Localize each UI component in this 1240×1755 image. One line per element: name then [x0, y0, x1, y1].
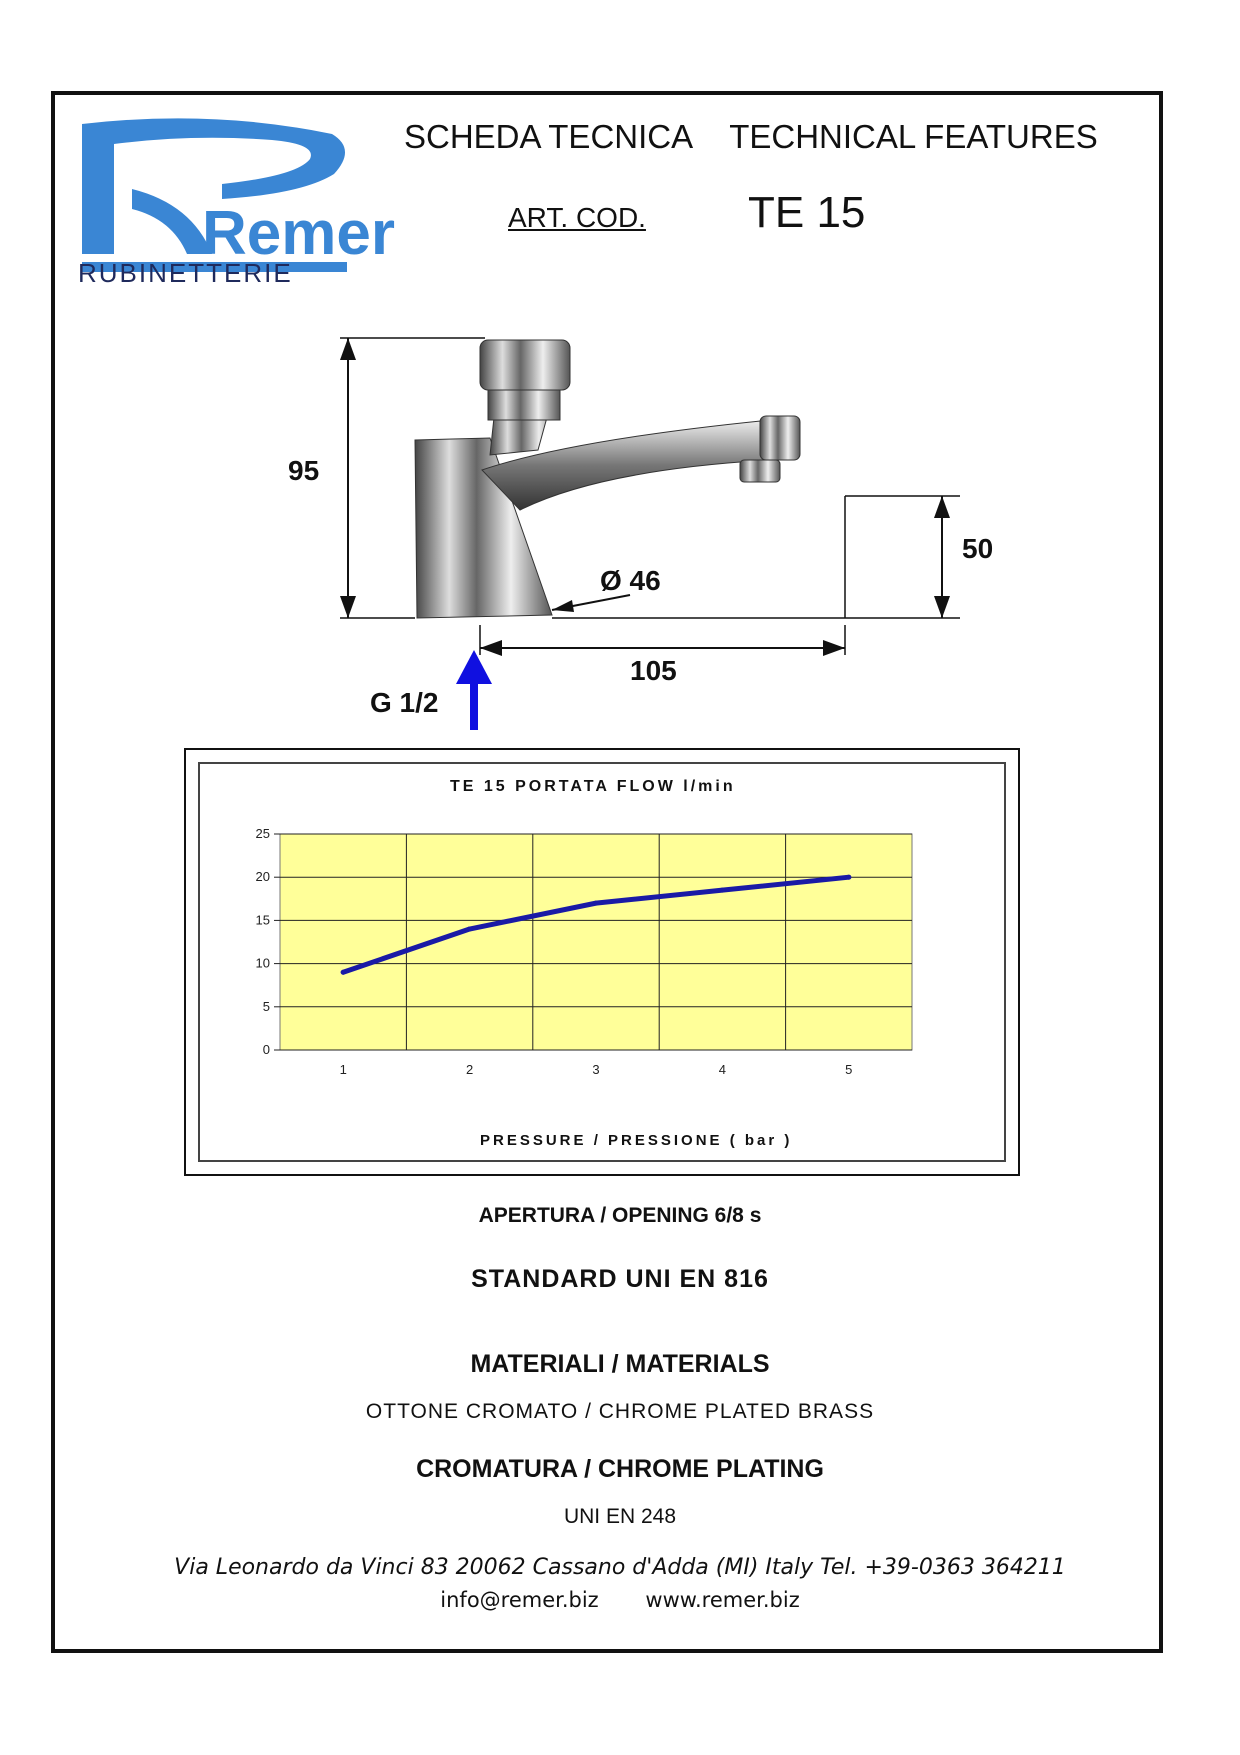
article-code: TE 15: [748, 188, 866, 237]
contact-line: [0, 1588, 1240, 1612]
y-tick-label: 5: [262, 998, 270, 1014]
website-link[interactable]: www.remer.biz: [645, 1588, 800, 1612]
spout-height-dimension: 50: [962, 533, 994, 564]
opening-time: APERTURA / OPENING 6/8 s: [478, 1204, 762, 1227]
inlet-arrow-icon: [456, 650, 492, 684]
title-italian: SCHEDA TECNICA: [404, 118, 694, 155]
length-dimension: 105: [630, 655, 677, 686]
logo-brand-text: Remer: [202, 199, 395, 268]
standard-spec: STANDARD UNI EN 816: [471, 1265, 769, 1293]
plot-area: [280, 834, 912, 1050]
flow-chart: [184, 748, 1020, 1176]
flow-data-point: [594, 901, 599, 906]
y-tick-label: 20: [255, 869, 270, 885]
faucet-drawing: [270, 320, 994, 740]
flow-data-point: [720, 888, 725, 893]
article-code-label: ART. COD.: [508, 202, 646, 233]
diameter-dimension: Ø 46: [600, 565, 661, 596]
chart-title: TE 15 PORTATA FLOW l/min: [450, 778, 736, 795]
document-title: [404, 118, 1098, 156]
x-tick-label: 5: [845, 1062, 853, 1077]
chart-panel: [198, 762, 1006, 1162]
x-tick-label: 3: [592, 1062, 600, 1077]
materials-heading: MATERIALI / MATERIALS: [470, 1350, 770, 1378]
flow-data-point: [846, 875, 851, 880]
y-tick-label: 10: [255, 955, 270, 971]
x-tick-label: 2: [465, 1062, 474, 1077]
flow-data-point: [467, 927, 472, 932]
email-link[interactable]: info@remer.biz: [440, 1588, 599, 1612]
chart-x-axis-label: PRESSURE / PRESSIONE ( bar ): [480, 1132, 793, 1149]
plating-value: UNI EN 248: [563, 1505, 677, 1528]
y-tick-label: 15: [255, 912, 270, 928]
title-english: TECHNICAL FEATURES: [729, 118, 1098, 155]
x-tick-label: 4: [718, 1062, 727, 1077]
connection-dimension: G 1/2: [370, 687, 439, 718]
logo-tagline: RUBINETTERIE: [78, 258, 293, 288]
flow-data-point: [341, 970, 346, 975]
y-tick-label: 0: [262, 1042, 270, 1057]
materials-value: OTTONE CROMATO / CHROME PLATED BRASS: [365, 1400, 875, 1423]
y-tick-label: 25: [255, 826, 270, 841]
chart-plot: [200, 764, 1008, 1164]
x-tick-label: 1: [339, 1062, 347, 1077]
height-dimension: 95: [288, 455, 320, 486]
plating-heading: CROMATURA / CHROME PLATING: [416, 1455, 824, 1483]
company-address: Via Leonardo da Vinci 83 20062 Cassano d'Adda (MI) Italy Tel. +39-0363 364211: [174, 1555, 1066, 1580]
